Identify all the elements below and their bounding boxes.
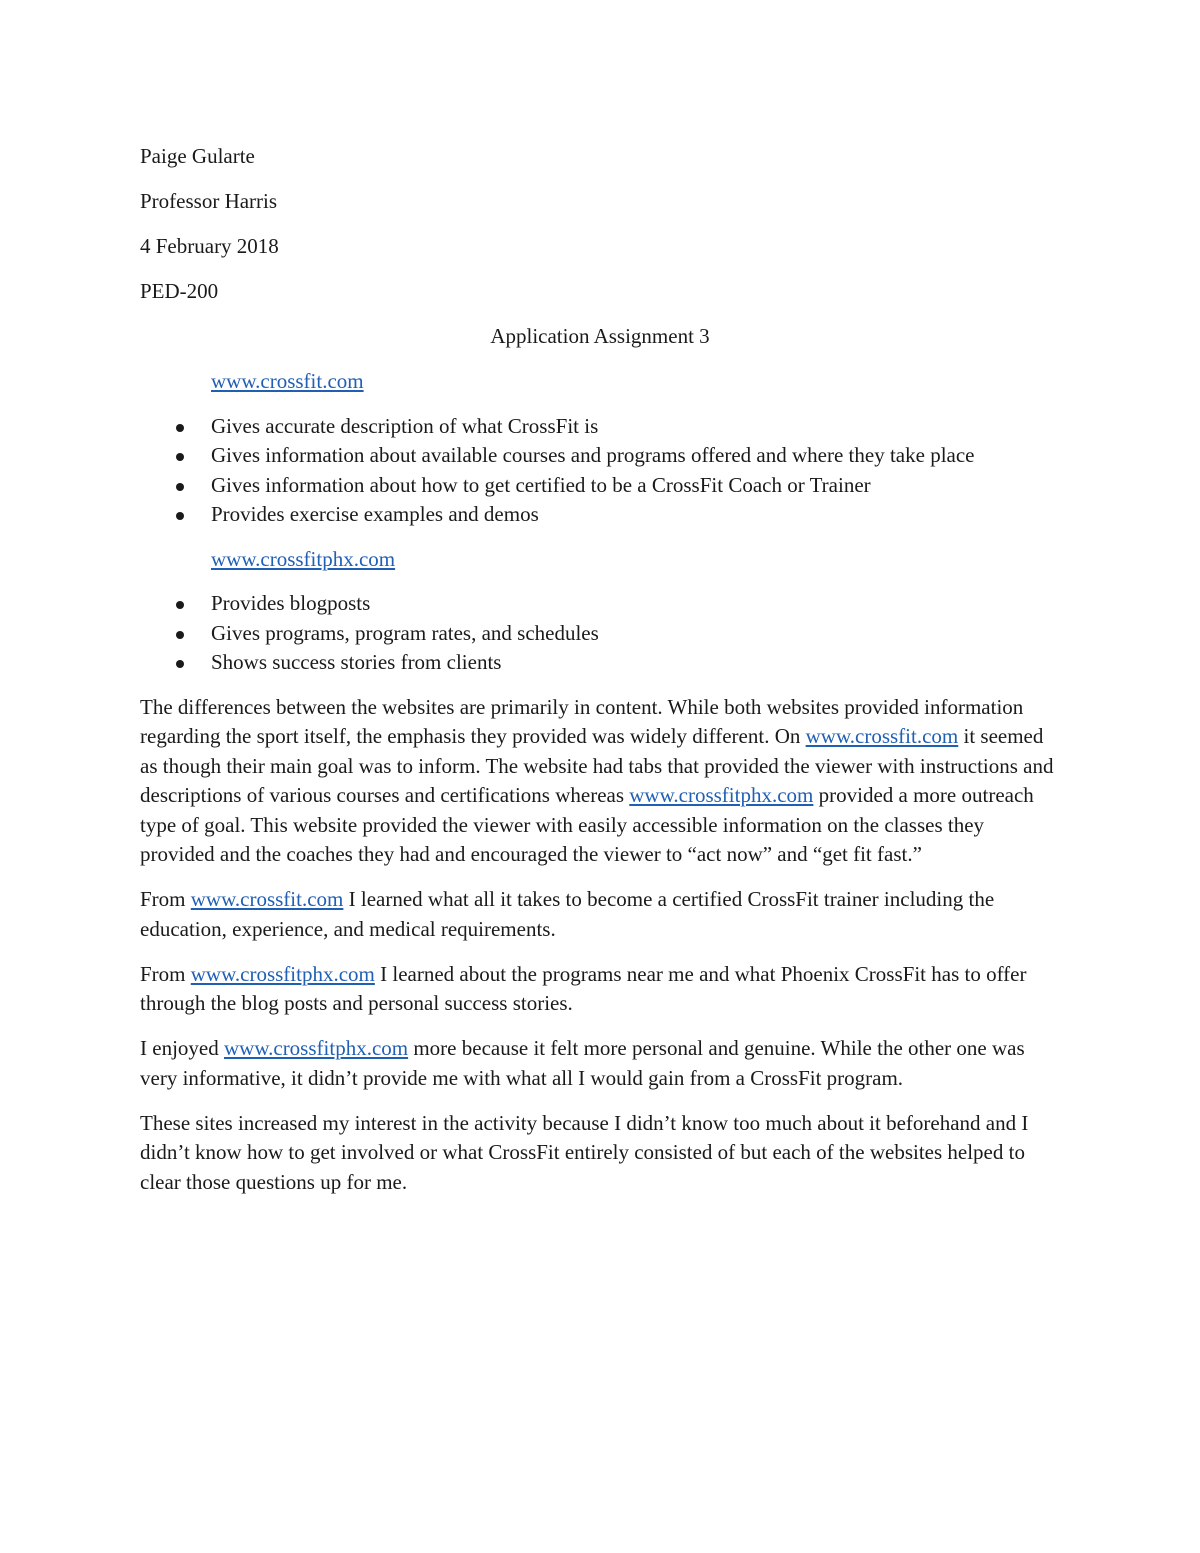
list-item <box>140 619 1060 649</box>
list-item-text: Provides blogposts <box>211 591 371 615</box>
list-item-text: Shows success stories from clients <box>211 650 502 674</box>
assignment-date: 4 February 2018 <box>140 234 279 258</box>
crossfitphx-bullet-list <box>140 589 1060 678</box>
list-item-text: Gives information about how to get certified to be a CrossFit Coach or Trainer <box>211 472 871 497</box>
bullet-icon <box>176 512 184 520</box>
crossfitphx-inline-link[interactable]: www.crossfitphx.com <box>629 783 814 807</box>
paragraph-text: From <box>140 961 191 986</box>
list-item <box>140 500 1060 530</box>
bullet-icon <box>176 660 184 668</box>
crossfit-site-link[interactable]: www.crossfit.com <box>211 369 364 393</box>
list-item-text: Gives programs, program rates, and schedules <box>211 620 599 645</box>
list-item <box>140 471 1060 501</box>
bullet-icon <box>176 483 184 491</box>
list-item-text: Gives accurate description of what CrossFit is <box>211 413 599 438</box>
bullet-icon <box>176 424 184 432</box>
list-item <box>140 648 1060 678</box>
paragraph-text: I learned what all it takes to become a certified CrossFit trainer including the education, experience, and medical requirements. <box>140 887 995 941</box>
document-body <box>140 142 1060 1213</box>
preference-paragraph <box>140 1034 1060 1093</box>
bullet-icon <box>176 631 184 639</box>
paragraph-text: more because it felt more personal and genuine. While the other one was very informative, it didn’t provide me with what all I would gain from a CrossFit program. <box>140 1036 1025 1090</box>
list-item <box>140 412 1060 442</box>
document-title: Application Assignment 3 <box>490 324 710 348</box>
crossfit-bullet-list <box>140 412 1060 530</box>
course-code: PED-200 <box>140 279 219 303</box>
bullet-icon <box>176 453 184 461</box>
crossfitphx-site-link[interactable]: www.crossfitphx.com <box>211 546 396 571</box>
crossfitphx-learning-paragraph <box>140 960 1060 1019</box>
paragraph-text: I learned about the programs near me and what Phoenix CrossFit has to offer through the blog posts and personal success stories. <box>140 961 1027 1015</box>
paragraph-text: it seemed as though their main goal was to inform. The website had tabs that provided the viewer with instructions and descriptions of various courses and certifications whereas <box>140 724 1054 807</box>
list-item-text: Provides exercise examples and demos <box>211 502 539 526</box>
professor-name: Professor Harris <box>140 189 278 213</box>
crossfit-inline-link[interactable]: www.crossfit.com <box>805 724 959 748</box>
crossfit-inline-link[interactable]: www.crossfit.com <box>190 887 344 911</box>
paragraph-text: I enjoyed <box>140 1036 224 1060</box>
paragraph-text: The differences between the websites are primarily in content. While both websites provided information regarding the sport itself, the emphasis they provided was widely different. On <box>140 694 1024 748</box>
crossfitphx-inline-link[interactable]: www.crossfitphx.com <box>190 961 375 986</box>
paragraph-text: From <box>140 887 191 911</box>
conclusion-paragraph: These sites increased my interest in the activity because I didn’t know too much about it beforehand and I didn’t know how to get involved or what CrossFit entirely consisted of but each of the websites helped to clear those questions up for me. <box>140 1110 1029 1194</box>
bullet-icon <box>176 601 184 609</box>
list-item <box>140 589 1060 619</box>
list-item-text: Gives information about available courses and programs offered and where they take place <box>211 443 975 467</box>
crossfit-learning-paragraph <box>140 885 1060 944</box>
list-item <box>140 441 1060 471</box>
student-name: Paige Gularte <box>140 144 255 168</box>
paragraph-text: provided a more outreach type of goal. This website provided the viewer with easily accessible information on the classes they provided and the coaches they had and encouraged the viewer to “act now” and “get fit fast.” <box>140 783 1034 866</box>
crossfitphx-inline-link[interactable]: www.crossfitphx.com <box>223 1036 409 1060</box>
comparison-paragraph <box>140 693 1060 870</box>
